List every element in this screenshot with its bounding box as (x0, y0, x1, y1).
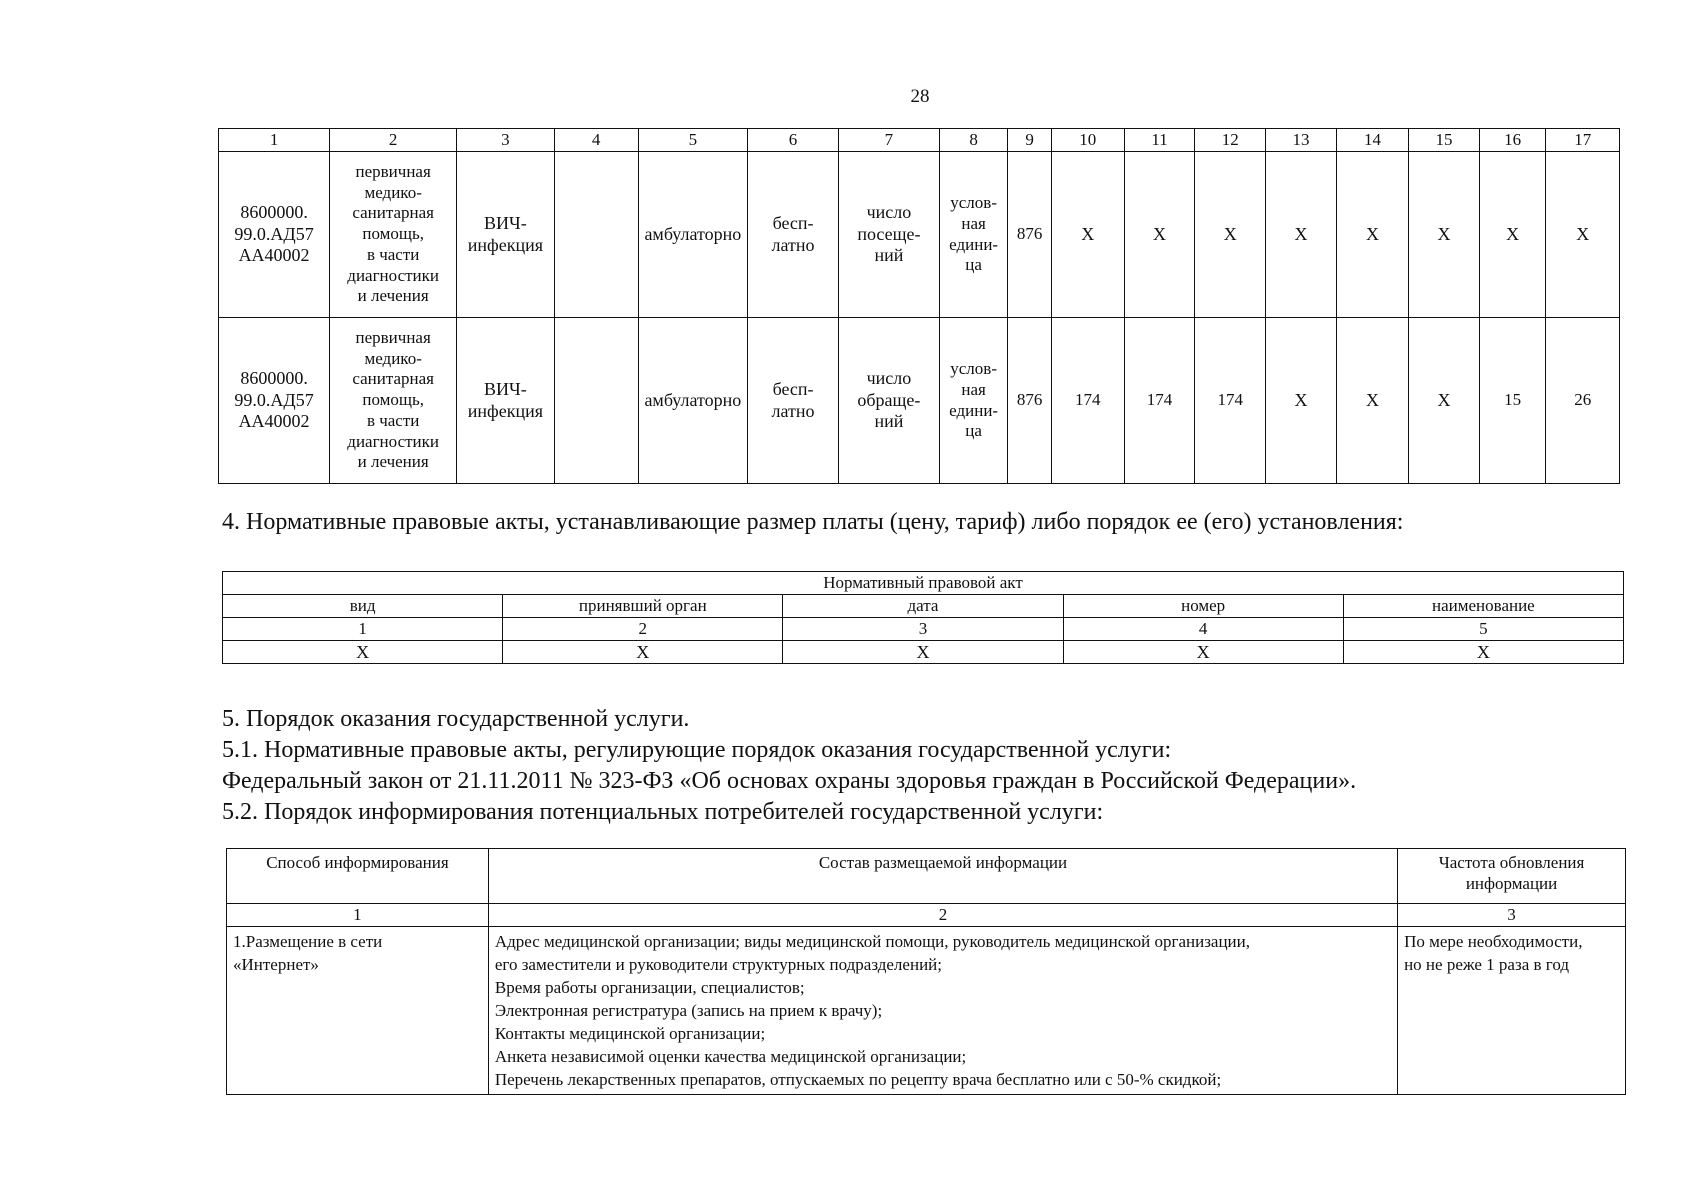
table-title: Нормативный правовой акт (223, 572, 1624, 595)
service-name: первичная медико- санитарная помощь, в части диагностики и лечения (330, 152, 457, 318)
column-number: 2 (330, 129, 457, 152)
value-cell: Х (1479, 152, 1546, 318)
disease-name: ВИЧ- инфекция (457, 152, 554, 318)
value-cell: Х (1266, 152, 1337, 318)
registry-code: 8600000. 99.0.АД57 АА40002 (219, 152, 330, 318)
column-number: 10 (1051, 129, 1124, 152)
column-number: 4 (554, 129, 638, 152)
column-number: 4 (1063, 618, 1343, 641)
value-cell: Х (1409, 318, 1480, 484)
table-row (219, 318, 1620, 484)
column-number: 3 (1398, 904, 1626, 927)
column-number: 6 (748, 129, 839, 152)
section-5-2-heading: 5.2. Порядок информирования потенциальных потребителей государственной услуги: (222, 799, 1104, 825)
column-number: 14 (1336, 129, 1409, 152)
table-number-row (227, 904, 1626, 927)
table-header-row (223, 595, 1624, 618)
column-number: 1 (219, 129, 330, 152)
table-row (227, 927, 1626, 1095)
column-number: 1 (223, 618, 503, 641)
column-number: 15 (1409, 129, 1480, 152)
value-cell: Х (1266, 318, 1337, 484)
value-cell: 174 (1124, 318, 1195, 484)
column-number: 8 (939, 129, 1007, 152)
indicator-name: число посеще- ний (838, 152, 939, 318)
column-header: вид (223, 595, 503, 618)
federal-law-text: Федеральный закон от 21.11.2011 № 323-ФЗ «Об основах охраны здоровья граждан в Российской Федерации». (222, 768, 1357, 794)
table-title-row (223, 572, 1624, 595)
okei-code: 876 (1008, 318, 1052, 484)
value-cell: Х (1343, 641, 1623, 664)
value-cell: Х (1124, 152, 1195, 318)
registry-code: 8600000. 99.0.АД57 АА40002 (219, 318, 330, 484)
informing-method: 1.Размещение в сети «Интернет» (227, 927, 489, 1095)
column-number: 2 (488, 904, 1397, 927)
page-number: 28 (910, 86, 930, 107)
table-header-row (219, 129, 1620, 152)
empty-cell (554, 318, 638, 484)
column-number: 5 (1343, 618, 1623, 641)
column-number: 11 (1124, 129, 1195, 152)
column-header: Частота обновления информации (1398, 849, 1626, 904)
column-number: 1 (227, 904, 489, 927)
indicator-name: число обраще- ний (838, 318, 939, 484)
legal-acts-table (222, 571, 1624, 664)
value-cell: Х (1409, 152, 1480, 318)
value-cell: Х (783, 641, 1063, 664)
value-cell: Х (1336, 318, 1409, 484)
column-header: Состав размещаемой информации (488, 849, 1397, 904)
service-volume-table (218, 128, 1620, 484)
unit-name: услов- ная едини- ца (939, 318, 1007, 484)
table-row (219, 152, 1620, 318)
column-number: 7 (838, 129, 939, 152)
payment-form: бесп- латно (748, 152, 839, 318)
informing-table (226, 848, 1626, 1095)
value-cell: Х (223, 641, 503, 664)
value-cell: 174 (1195, 318, 1266, 484)
value-cell: 15 (1479, 318, 1546, 484)
value-cell: 26 (1546, 318, 1620, 484)
column-number: 3 (457, 129, 554, 152)
payment-form: бесп- латно (748, 318, 839, 484)
section-4-heading: 4. Нормативные правовые акты, устанавливающие размер платы (цену, тариф) либо порядок ее (его) установления: (222, 509, 1404, 535)
section-5-heading: 5. Порядок оказания государственной услуги. (222, 706, 690, 732)
okei-code: 876 (1008, 152, 1052, 318)
disease-name: ВИЧ- инфекция (457, 318, 554, 484)
value-cell: Х (1546, 152, 1620, 318)
table-row (223, 618, 1624, 641)
column-number: 2 (503, 618, 783, 641)
column-number: 16 (1479, 129, 1546, 152)
value-cell: Х (1063, 641, 1343, 664)
section-5-1-heading: 5.1. Нормативные правовые акты, регулирующие порядок оказания государственной услуги: (222, 737, 1172, 763)
column-header: номер (1063, 595, 1343, 618)
empty-cell (554, 152, 638, 318)
column-number: 17 (1546, 129, 1620, 152)
column-number: 9 (1008, 129, 1052, 152)
value-cell: Х (1195, 152, 1266, 318)
value-cell: 174 (1051, 318, 1124, 484)
column-header: Способ информирования (227, 849, 489, 904)
table-header-row (227, 849, 1626, 904)
service-name: первичная медико- санитарная помощь, в части диагностики и лечения (330, 318, 457, 484)
informing-content: Адрес медицинской организации; виды медицинской помощи, руководитель медицинской организации, его заместители и руководители структурных подразделений; Время работы организации, специалистов; Электронная регистратура (запись на прием к врачу); Контакты медицинской организации; Анкета независимой оценки качества медицинской организации; Перечень лекарственных препаратов, отпускаемых по рецепту врача бесплатно или с 50-% скидкой; (488, 927, 1397, 1095)
care-condition: амбулаторно (638, 152, 748, 318)
value-cell: Х (1051, 152, 1124, 318)
column-header: дата (783, 595, 1063, 618)
column-number: 12 (1195, 129, 1266, 152)
column-header: наименование (1343, 595, 1623, 618)
care-condition: амбулаторно (638, 318, 748, 484)
column-number: 5 (638, 129, 748, 152)
unit-name: услов- ная едини- ца (939, 152, 1007, 318)
column-header: принявший орган (503, 595, 783, 618)
value-cell: Х (1336, 152, 1409, 318)
column-number: 3 (783, 618, 1063, 641)
update-frequency: По мере необходимости, но не реже 1 раза в год (1398, 927, 1626, 1095)
value-cell: Х (503, 641, 783, 664)
table-row (223, 641, 1624, 664)
column-number: 13 (1266, 129, 1337, 152)
